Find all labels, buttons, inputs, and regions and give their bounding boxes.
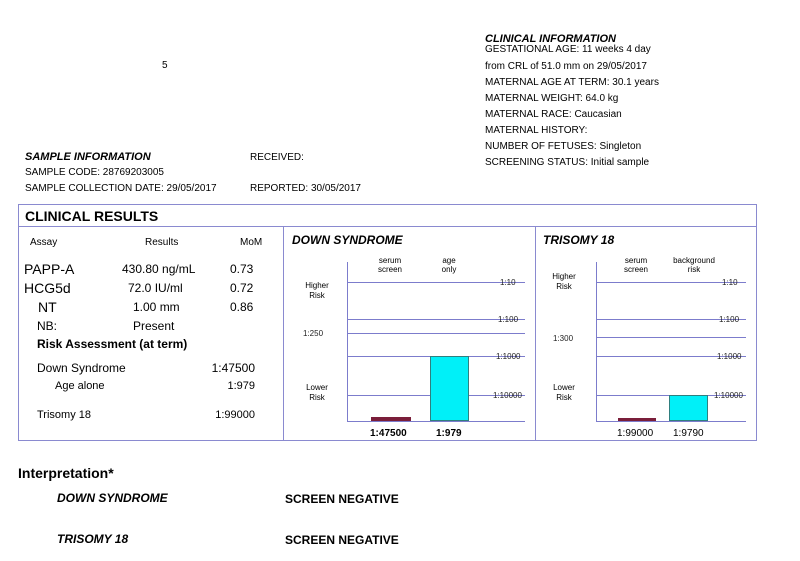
down-tick: 1:1000 (496, 352, 521, 361)
mom-header: MoM (240, 237, 263, 248)
t18-chart-title: TRISOMY 18 (543, 233, 615, 247)
results-header: Results (145, 237, 179, 248)
clinical-info-line: from CRL of 51.0 mm on 29/05/2017 (485, 61, 647, 72)
clinical-info-line: GESTATIONAL AGE: 11 weeks 4 day (485, 44, 651, 55)
risk-value: 1:99000 (215, 409, 255, 421)
t18-col-serum-label: serum screen (623, 256, 648, 274)
interpretation-result-down: SCREEN NEGATIVE (285, 492, 399, 506)
assay-mom: 0.73 (230, 262, 254, 276)
t18-background-bar (669, 395, 708, 421)
assay-name: HCG5d (24, 280, 71, 296)
t18-background-value: 1:9790 (673, 428, 704, 439)
clinical-info-line: MATERNAL RACE: Caucasian (485, 109, 622, 120)
down-higher-risk: Higher Risk (305, 281, 329, 300)
risk-assessment-title: Risk Assessment (at term) (37, 337, 188, 351)
risk-value: 1:47500 (211, 361, 255, 375)
down-age-bar (430, 356, 469, 421)
clinical-info-line: NUMBER OF FETUSES: Singleton (485, 141, 642, 152)
clinical-info-title: CLINICAL INFORMATION (485, 33, 616, 45)
down-chart-title: DOWN SYNDROME (292, 233, 403, 247)
risk-label: Trisomy 18 (37, 409, 91, 421)
down-x-axis (347, 421, 525, 422)
down-cutoff-line (347, 333, 525, 334)
clinical-info-line: MATERNAL AGE AT TERM: 30.1 years (485, 77, 659, 88)
assay-result: 1.00 mm (133, 300, 180, 314)
risk-label: Age alone (55, 380, 105, 392)
assay-name: PAPP-A (24, 261, 75, 277)
t18-y-axis (596, 262, 597, 422)
t18-lower-risk: Lower Risk (553, 383, 575, 402)
assay-name: NT (38, 299, 57, 315)
t18-col-background-label: background risk (673, 256, 715, 274)
down-col-serum-label: serum screen (377, 256, 402, 274)
assay-name: NB: (37, 319, 58, 333)
clinical-info-line: MATERNAL WEIGHT: 64.0 kg (485, 93, 619, 104)
t18-cutoff-line (596, 337, 746, 338)
t18-tick: 1:1000 (717, 352, 742, 361)
reported-date: REPORTED: 30/05/2017 (250, 183, 361, 194)
results-divider-right (535, 226, 536, 440)
t18-x-axis (596, 421, 746, 422)
down-col-age-label: age only (441, 256, 457, 274)
down-tick: 1:10 (500, 278, 516, 287)
risk-value: 1:979 (227, 380, 255, 392)
sample-code: SAMPLE CODE: 28769203005 (25, 167, 164, 178)
down-tick: 1:10000 (493, 391, 522, 400)
t18-tick: 1:100 (719, 315, 740, 324)
sample-info-title: SAMPLE INFORMATION (25, 151, 151, 163)
assay-result: 430.80 ng/mL (122, 262, 196, 276)
results-header-divider (18, 226, 756, 227)
clinical-results-title: CLINICAL RESULTS (25, 208, 159, 224)
down-gridline (347, 282, 525, 283)
clinical-info-line: MATERNAL HISTORY: (485, 125, 588, 136)
down-tick: 1:100 (498, 315, 519, 324)
assay-header: Assay (30, 237, 58, 248)
assay-result: 72.0 IU/ml (128, 281, 183, 295)
page-mark: 5 (162, 60, 168, 71)
down-y-axis (347, 262, 348, 422)
results-divider-left (283, 226, 284, 440)
clinical-info-line: SCREENING STATUS: Initial sample (485, 157, 650, 168)
risk-label: Down Syndrome (37, 361, 126, 375)
assay-mom: 0.72 (230, 281, 254, 295)
t18-tick: 1:10 (722, 278, 738, 287)
down-age-value: 1:979 (436, 428, 462, 439)
down-serum-bar (371, 417, 411, 421)
t18-serum-bar (618, 418, 656, 421)
assay-mom: 0.86 (230, 300, 254, 314)
down-cutoff-label: 1:250 (303, 329, 324, 338)
t18-cutoff-label: 1:300 (553, 334, 574, 343)
assay-result: Present (133, 319, 175, 333)
down-lower-risk: Lower Risk (306, 383, 328, 402)
received-label: RECEIVED: (250, 152, 304, 163)
interpretation-label-t18: TRISOMY 18 (57, 532, 129, 546)
interpretation-result-t18: SCREEN NEGATIVE (285, 533, 399, 547)
sample-collection-date: SAMPLE COLLECTION DATE: 29/05/2017 (25, 183, 217, 194)
t18-tick: 1:10000 (714, 391, 743, 400)
interpretation-label-down: DOWN SYNDROME (57, 491, 168, 505)
down-serum-value: 1:47500 (370, 428, 407, 439)
t18-serum-value: 1:99000 (617, 428, 654, 439)
t18-higher-risk: Higher Risk (552, 272, 576, 291)
interpretation-title: Interpretation* (18, 465, 114, 481)
